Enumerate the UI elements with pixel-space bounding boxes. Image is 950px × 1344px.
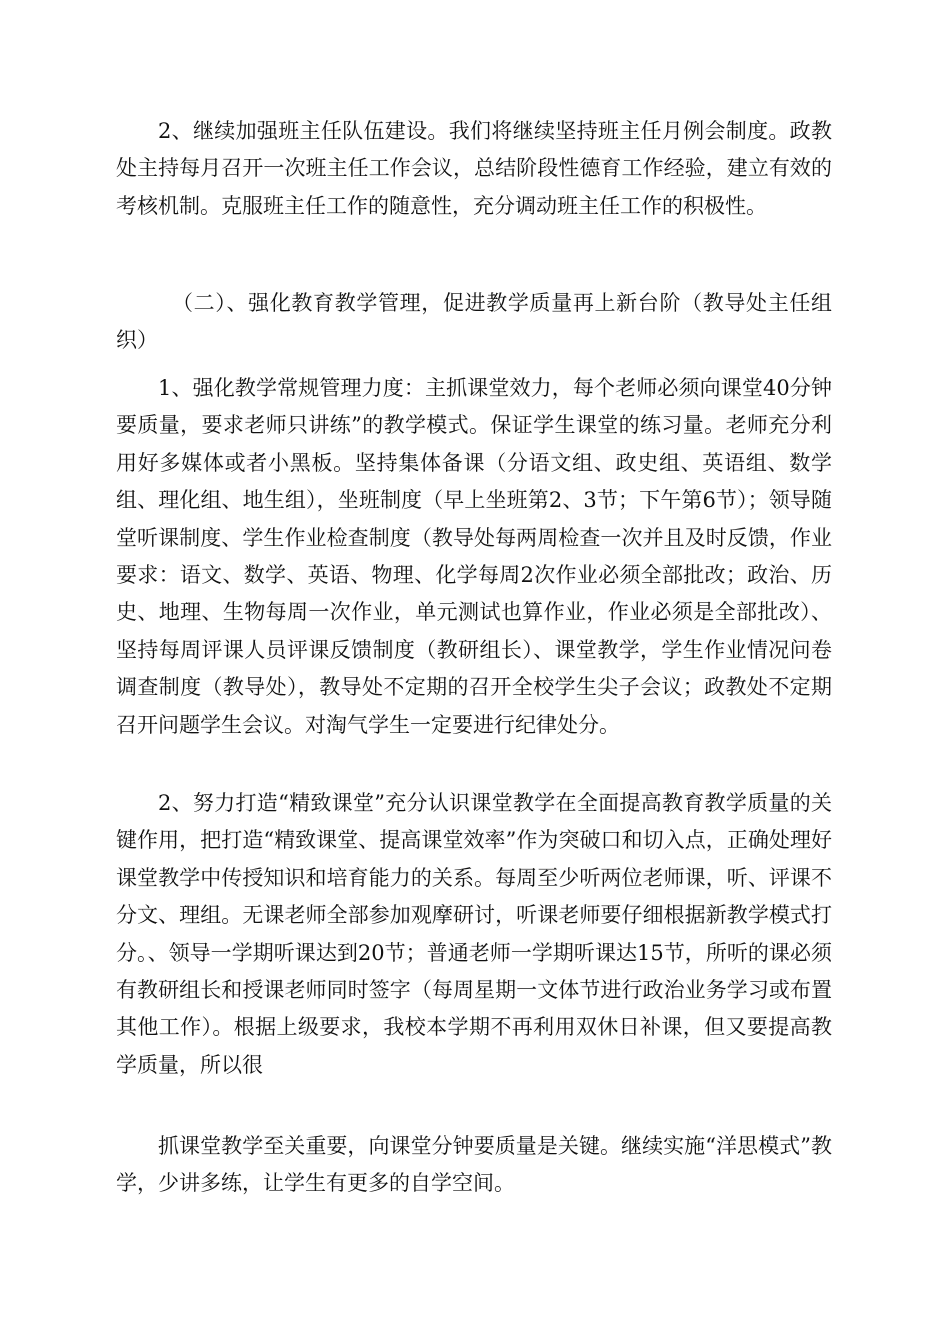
- paragraph-teaching-routine: 1、强化教学常规管理力度：主抓课堂效力，每个老师必须向课堂40分钟要质量，要求老师只讲练”的教学模式。保证学生课堂的练习量。老师充分利用好多媒体或者小黑板。坚持集体备课（分语文组、政史组、英语组、数学组、理化组、地生组），坐班制度（早上坐班第2、3节；下午第6节）；领导随堂听课制度、学生作业检查制度（教导处每两周检查一次并且及时反馈，作业要求：语文、数学、英语、物理、化学每周2次作业必须全部批改；政治、历史、地理、生物每周一次作业，单元测试也算作业，作业必须是全部批改）、坚持每周评课人员评课反馈制度（教研组长）、课堂教学，学生作业情况问卷调查制度（教导处），教导处不定期的召开全校学生尖子会议；政教处不定期召开问题学生会议。对淘气学生一定要进行纪律处分。: [116, 376, 832, 737]
- paragraph-classroom-quality: 抓课堂教学至关重要，向课堂分钟要质量是关键。继续实施“洋思模式”教学，少讲多练，让学生有更多的自学空间。: [116, 1134, 832, 1196]
- paragraph-refined-classroom: 2、努力打造“精致课堂”充分认识课堂教学在全面提高教育教学质量的关键作用，把打造“精致课堂、提高课堂效率”作为突破口和切入点，正确处理好课堂教学中传授知识和培育能力的关系。每周至少听两位老师课，听、评课不分文、理组。无课老师全部参加观摩研讨，听课老师要仔细根据新教学模式打分。、领导一学期听课达到20节；普通老师一学期听课达15节，所听的课必须有教研组长和授课老师同时签字（每周星期一文体节进行政治业务学习或布置其他工作）。根据上级要求，我校本学期不再利用双休日补课，但又要提高教学质量，所以很: [116, 791, 832, 1077]
- section-heading-teaching-management: （二）、强化教育教学管理，促进教学质量再上新台阶（教导处主任组织）: [116, 291, 832, 353]
- paragraph-class-teacher-team: 2、继续加强班主任队伍建设。我们将继续坚持班主任月例会制度。政教处主持每月召开一次班主任工作会议，总结阶段性德育工作经验，建立有效的考核机制。克服班主任工作的随意性，充分调动班主任工作的积极性。: [116, 119, 832, 218]
